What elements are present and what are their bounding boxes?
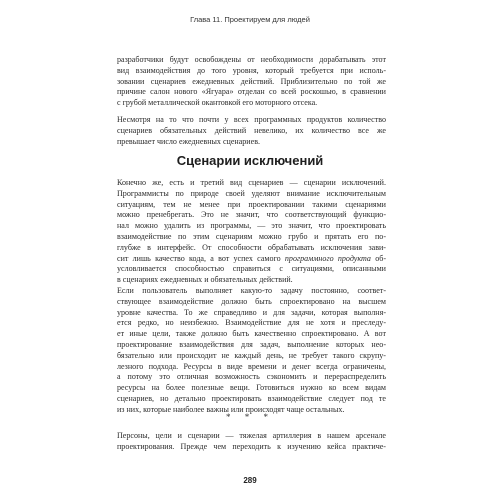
paragraph-required-scenarios [117,115,386,147]
text-line: бязательно или происходит не каждый день, не требует такого скрупу- [117,350,386,360]
paragraph-developers [117,55,386,109]
text-line: проектирование взаимодействия для задач, выполнение которых нео- [117,339,386,349]
text-fragment: об- [370,253,387,263]
text-line: ется редко, но неизбежно. Взаимодействие для не хотя и преследу- [117,318,386,328]
page-number: 289 [243,476,257,485]
paragraph-exceptions [117,178,386,286]
text-line-with-italic [117,254,386,265]
text-line: из них, которые наиболее важны или происходят чаще остальных. [117,404,345,414]
section-separator: * * * [226,412,274,422]
text-line: нал можно удалить из программы, — это значит, что проектировать [117,221,386,231]
text-line: превышает число ежедневных сценариев. [117,136,261,146]
text-fragment: сит лишь качество кода, а вот успех самого [117,253,281,263]
text-line: причине салон нового «Ягуара» отделан со всей роскошью, в сравнении [117,87,386,97]
paragraph-user-tasks [117,286,386,416]
text-line: в сценариях ежедневных и обязательных действий. [117,275,293,285]
text-line: сценариев обязательных действий невелико, их количество все же [117,125,386,135]
text-line: можно пренебрегать. Это не значит, что соответствующий функцио- [117,210,386,220]
text-line: ресурсы на более полезные вещи. Готовиться нужно ко всем видам [117,383,386,393]
text-line: Конечно же, есть и третий вид сценариев — сценарии исключений. [117,178,386,187]
text-line: разработчики будут освобождены от необходимости дорабатывать этот [117,55,386,64]
paragraph-personas [117,431,386,453]
text-line: Несмотря на то что почти у всех программных продуктов количество [117,115,386,124]
text-line: взаимодействие по этим сценариям можно грубо и прятать его по- [117,231,386,241]
text-line: ствующее взаимодействие должно быть спроектировано на высшем [117,296,386,306]
running-head: Глава 11. Проектируем для людей [190,15,310,24]
text-line: Если пользователь выполняет какую-то задачу постоянно, соответ- [117,286,386,295]
text-line: лезного подхода. Ресурсы в виде времени и денег всегда ограничены, [117,361,386,371]
text-line: условливается способностью справиться с ситуациями, описанными [117,264,386,274]
text-line: глубже в интерфейс. От способности обрабатывать исключения зави- [117,242,386,252]
section-heading: Сценарии исключений [176,153,324,168]
italic-phrase: программного продукта [284,253,371,263]
text-line: сценариев, но детально проектировать взаимодействие следует под те [117,393,386,403]
text-line: вид взаимодействия до того уровня, который требуется при исполь- [117,65,386,75]
text-line: ситуациям, тем не менее при проектировании такими сценариями [117,199,386,209]
text-line: с грубой металлической окантовкой его моторного отсека. [117,98,318,108]
text-line: а потому это отличная возможность сэкономить и перераспределить [117,372,386,382]
text-line: проектирования. Прежде чем переходить к изучению кейса практиче- [117,441,386,451]
text-line: Программисты по природе своей уделяют внимание исключительным [117,188,386,198]
text-line: зовании сценариев ежедневных действий. Приблизительно по той же [117,76,386,86]
text-line: уровне качества. То же справедливо и для задачи, которая выполня- [117,307,386,317]
text-line: ет иные цели, также должно быть качественно спроектировано. А вот [117,329,386,339]
text-line: Персоны, цели и сценарии — тяжелая артиллерия в нашем арсенале [117,431,386,440]
